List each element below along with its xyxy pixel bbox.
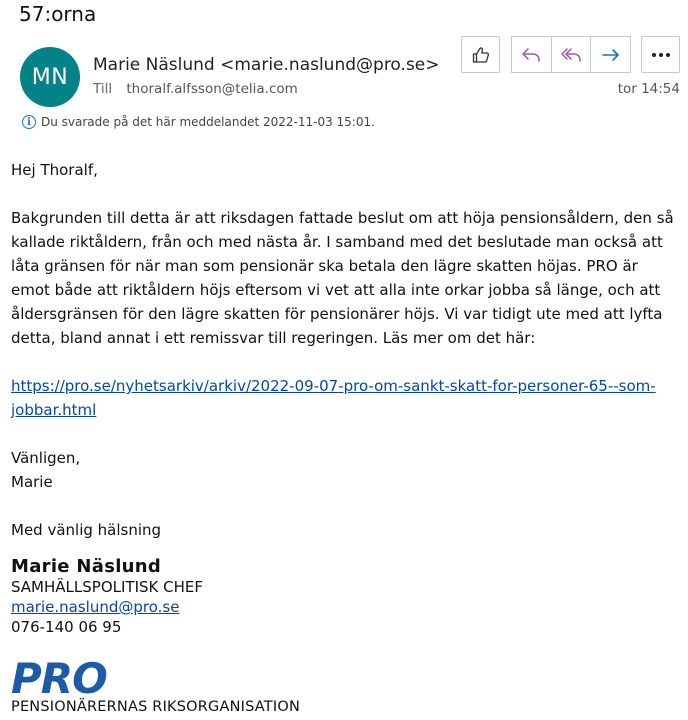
more-icon — [651, 52, 671, 58]
recipient-address[interactable]: thoralf.alfsson@telia.com — [126, 81, 298, 97]
recipient-row — [93, 81, 298, 97]
greeting: Hej Thoralf, — [11, 161, 98, 179]
signature-phone: 076-140 06 95 — [11, 618, 122, 636]
like-button[interactable] — [461, 36, 500, 73]
signature-email-link[interactable]: marie.naslund@pro.se — [11, 598, 180, 616]
organization-name: PENSIONÄRERNAS RIKSORGANISATION — [11, 699, 300, 715]
body-paragraph: Bakgrunden till detta är att riksdagen fattade beslut om att höja pensionsåldern, den så kallade riktåldern, från och med nästa år. I samband med det beslutade man också att låta gränsen för när man som pensionär ska betala den lägre skatten höjas. PRO är emot både att riktåldern höjs eftersom vi vet att alla inte orkar jobba så länge, och att åldersgränsen för den lägre skatten för pensionärer höjs. Vi var tidigt ute med att lyfta detta, bland annat i ett remissvar till regeringen. Läs mer om det här: — [11, 209, 674, 347]
signature-name: Marie Näslund — [11, 556, 162, 577]
reply-icon — [520, 45, 542, 65]
more-actions-button[interactable] — [641, 36, 680, 73]
email-subject: 57:orna — [19, 2, 97, 26]
closing-name: Marie — [11, 473, 53, 491]
svg-text:PRO: PRO — [11, 658, 107, 696]
pro-logo — [11, 658, 123, 700]
thumbs-up-icon — [471, 45, 491, 65]
reply-button-group — [511, 36, 631, 73]
received-date: tor 14:54 — [617, 81, 680, 97]
to-label: Till — [93, 81, 113, 97]
closing: Vänligen, — [11, 449, 81, 467]
info-icon: i — [22, 115, 36, 129]
avatar[interactable]: MN — [20, 47, 80, 107]
forward-icon — [600, 45, 622, 65]
signature-title: SAMHÄLLSPOLITISK CHEF — [11, 578, 203, 596]
signature — [11, 556, 203, 637]
article-link[interactable]: https://pro.se/nyhetsarkiv/arkiv/2022-09-07-pro-om-sankt-skatt-for-personer-65--som-jobbar.html — [11, 377, 656, 419]
reply-notice — [22, 115, 375, 129]
reply-notice-text: Du svarade på det här meddelandet 2022-11-03 15:01. — [41, 115, 375, 129]
email-body — [11, 158, 681, 542]
forward-button[interactable] — [591, 37, 630, 72]
reply-button[interactable] — [512, 37, 552, 72]
reply-all-icon — [560, 45, 582, 65]
regards: Med vänlig hälsning — [11, 521, 162, 539]
sender-name[interactable]: Marie Näslund <marie.naslund@pro.se> — [93, 55, 440, 75]
reply-all-button[interactable] — [552, 37, 592, 72]
